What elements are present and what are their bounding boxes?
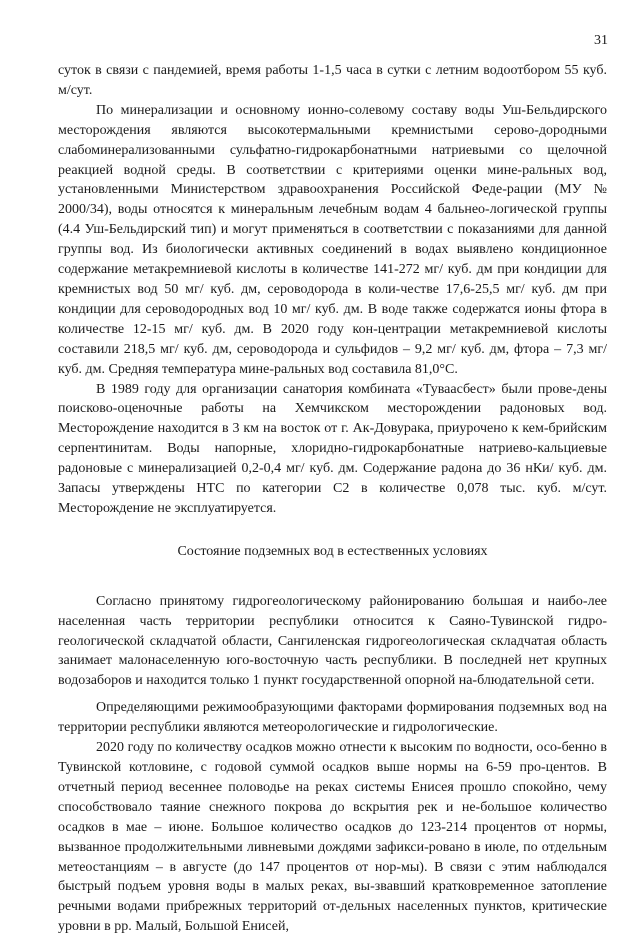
body-text [58, 61, 607, 937]
paragraph-regime-factors: Определяющими режимообразующими факторами формирования подземных вод на территории республики являются метеорологические и гидрологические. [58, 700, 607, 736]
paragraph-mineralization: По минерализации и основному ионно-солевому составу воды Уш-Бельдирского месторождения являются высокотермальными кремнистыми серово-дородными слабоминерализованными сульфатно-гидрокарбонатными натриевыми со щелочной реакцией водной среды. В соответствии с критериями оценки мине-ральных вод, установленными Министерством здравоохранения Российской Феде-рации (МУ № 2000/34), воды относятся к минеральным лечебным водам 4 бальнео-логической группы (4.4 Уш-Бельдирский тип) и могут применяться в соответствии с показаниями для данной группы вод. Из биологически активных соединений в водах выявлено кондиционное содержание метакремниевой кислоты в количестве 141-272 мг/ куб. дм при кондиции для кремнистых вод 50 мг/ куб. дм, сероводорода в коли-честве 17,6-25,5 мг/ куб. дм при кондиции для сероводородных вод 10 мг/ куб. дм. В воде также содержатся ионы фтора в количестве 12-15 мг/ куб. дм. В 2020 году кон-центрации метакремниевой кислоты составили 218,5 мг/ куб. дм, сероводорода и сульфидов – 9,2 мг/ куб. дм, фтора – 7,3 мг/ куб. дм. Средняя температура мине-ральных вод составила 81,0°С. [58, 102, 607, 377]
page-number: 31 [594, 33, 608, 48]
section-heading: Состояние подземных вод в естественных условиях [177, 543, 488, 559]
paragraph-precipitation: 2020 году по количеству осадков можно отнести к высоким по водности, осо-бенно в Тувинской котловине, с годовой суммой осадков выше нормы на 6-59 про-центов. В отчетный период весеннее половодье на реках системы Енисея прошло спокойно, чему способствовало таяние снежного покрова до вскрытия рек и не-большое количество осадков в мае – июне. Большое количество осадков до 123-214 процентов от нормы, вызванное продолжительными ливневыми дождями зафикси-ровано в июле, по отдельным метеостанциям – в августе (до 147 процентов от нор-мы). В связи с этим наблюдался быстрый подъем уровня воды в малых реках, вы-звавший кратковременное затопление речными водами прибрежных территорий от-дельных населенных пунктов, критические уровни в рр. Малый, Большой Енисей, [58, 740, 607, 935]
paragraph-continuation: суток в связи с пандемией, время работы 1-1,5 часа в сутки с летним водоотбором 55 куб. м/сут. [58, 63, 607, 98]
paragraph-radon-deposit: В 1989 году для организации санатория комбината «Туваасбест» были прове-дены поисково-оценочные работы на Хемчикском месторождении радоновых вод. Месторождение находится в 3 км на восток от г. Ак-Довурака, приурочено к кем-брийским серпентинитам. Воды напорные, хлоридно-гидрокарбонатные натриево-кальциевые радоновые с минерализацией 0,2-0,4 мг/ куб. дм. Содержание радона до 36 нКи/ куб. дм. Запасы утверждены НТС по категории С2 в количестве 0,078 тыс. куб. м/сут. Месторождение не эксплуатируется. [58, 381, 607, 516]
paragraph-hydrogeology: Согласно принятому гидрогеологическому районированию большая и наибо-лее населенная часть территории республики относится к Саяно-Тувинской гидро-геологической складчатой области, Сангиленская гидрогеологическая складчатая область занимает малонаселенную юго-восточную часть республики. В последней нет крупных водозаборов и находится только 1 пункт государственной опорной на-блюдательной сети. [58, 593, 607, 689]
